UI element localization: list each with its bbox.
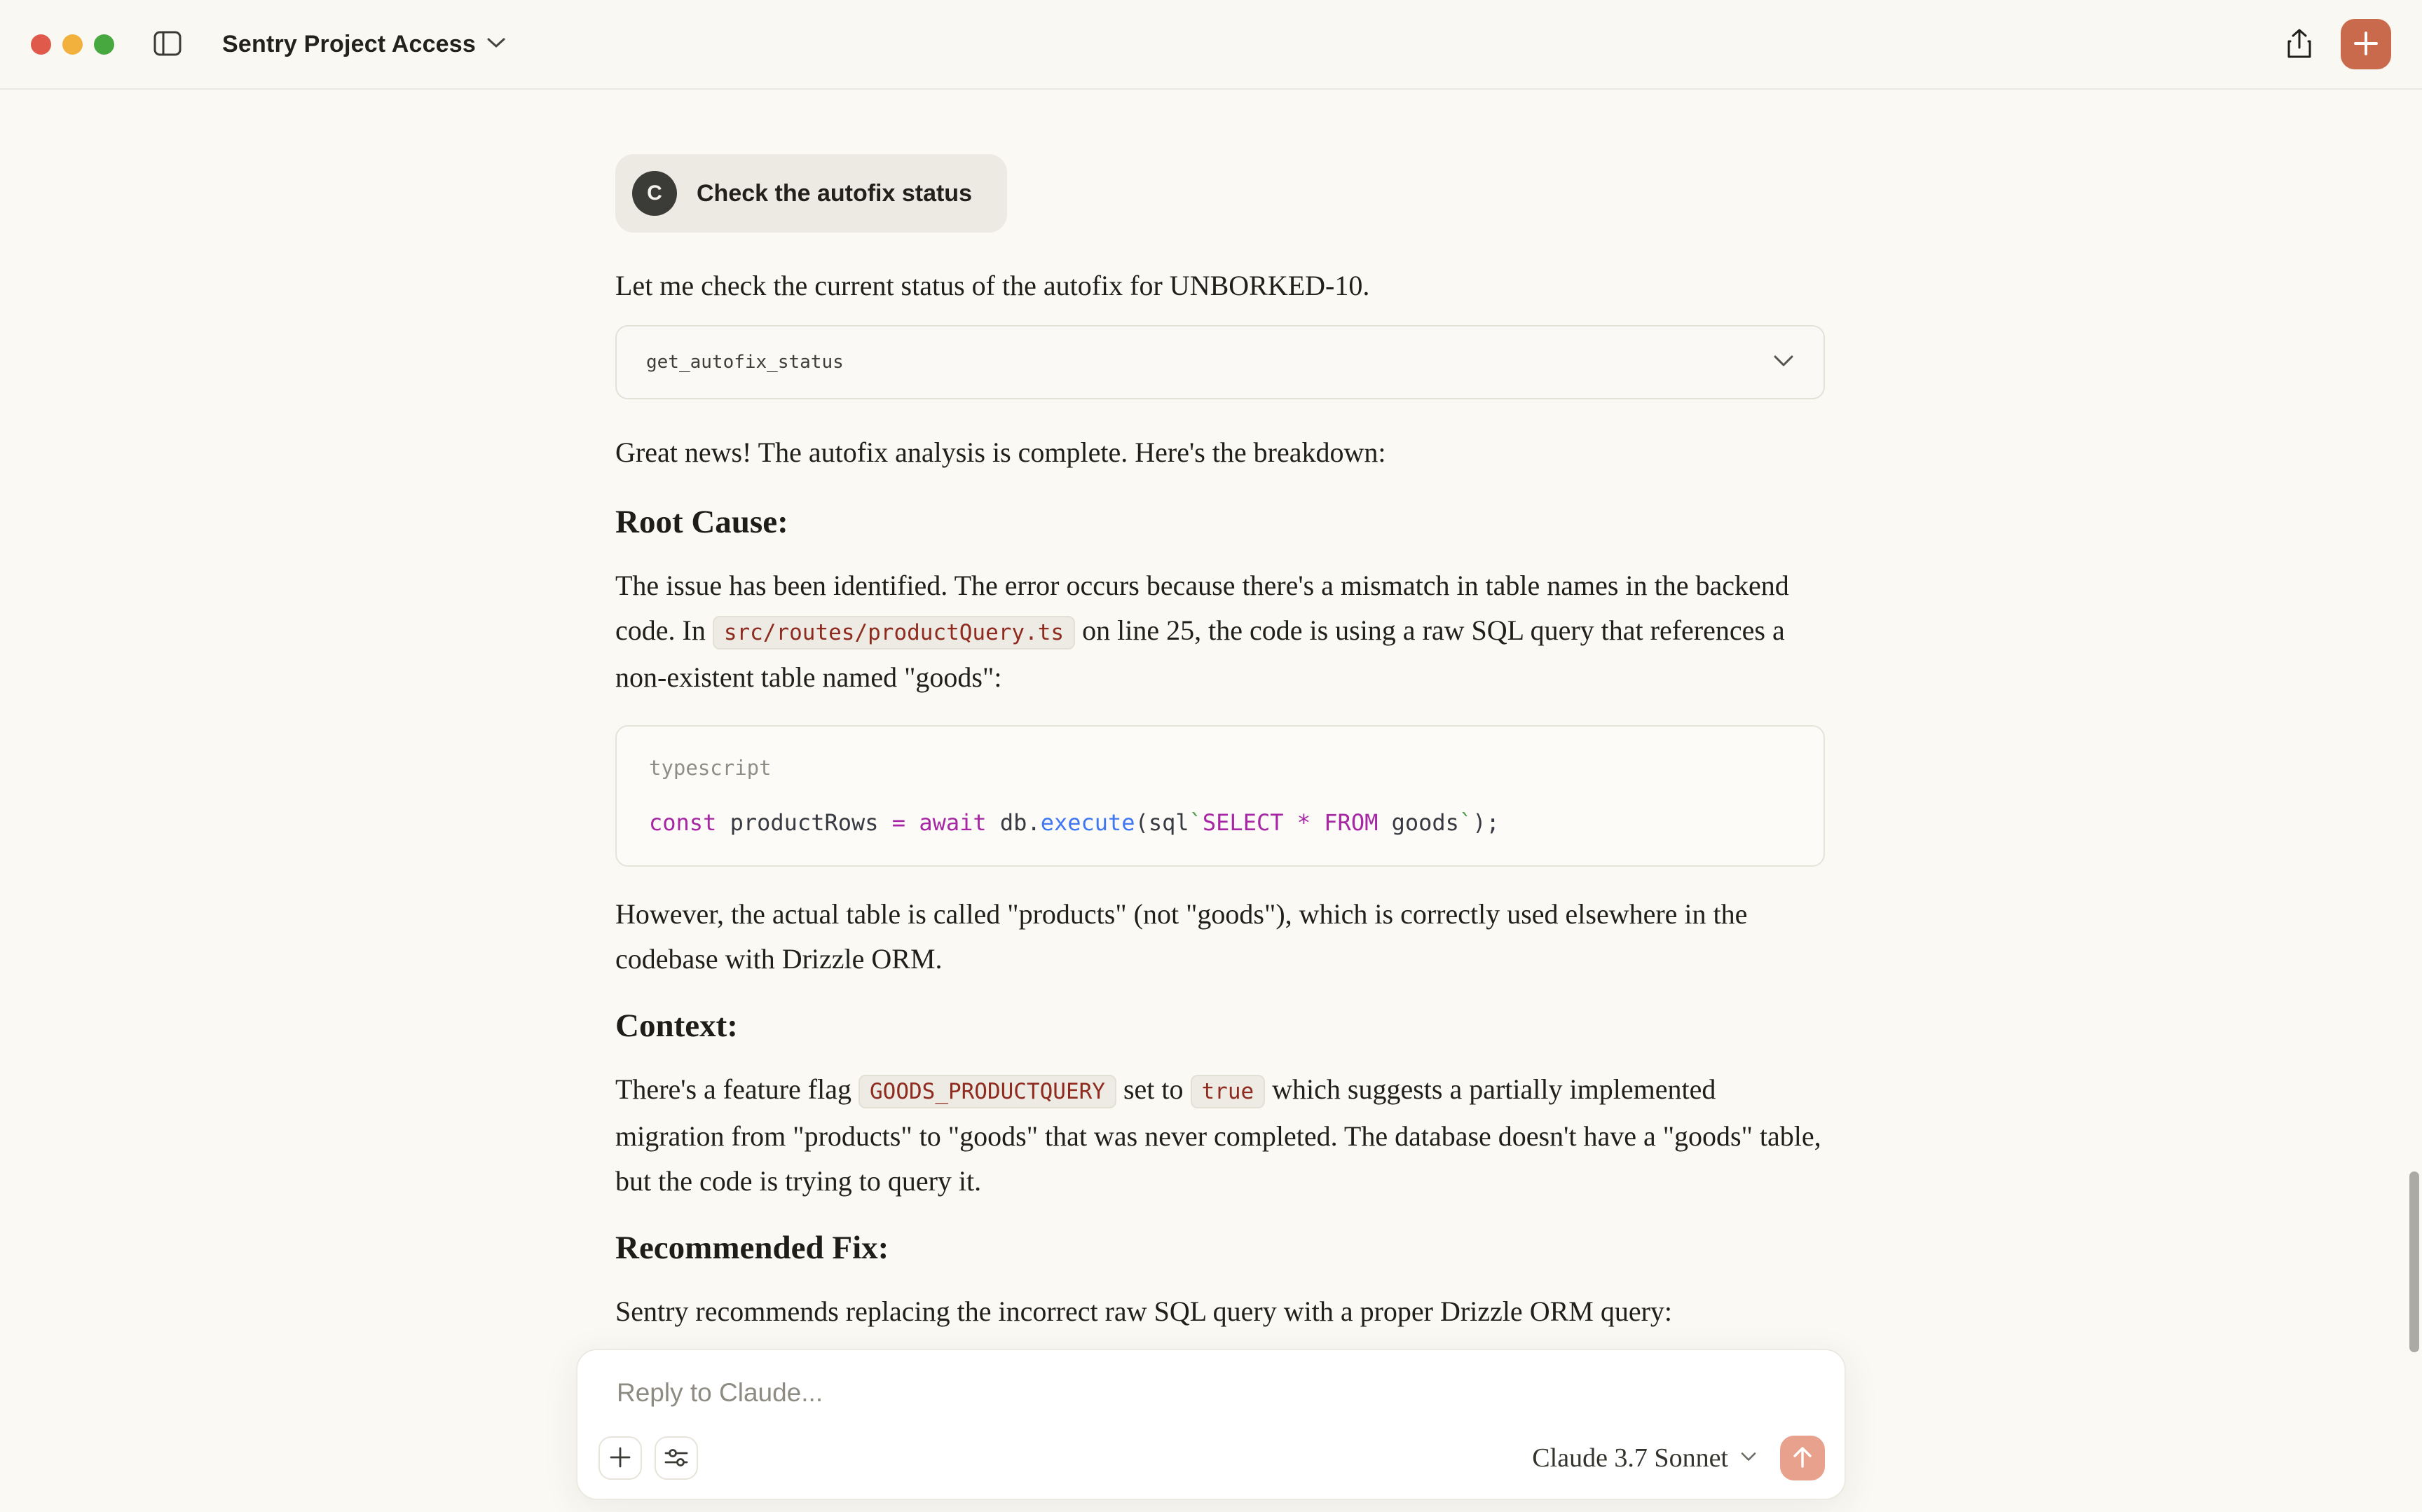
scrollbar-thumb[interactable]	[2409, 1171, 2419, 1352]
root-cause-heading: Root Cause:	[615, 504, 788, 540]
recommended-fix-heading: Recommended Fix:	[615, 1230, 889, 1266]
sliders-icon	[664, 1446, 688, 1471]
new-chat-button[interactable]	[2341, 19, 2391, 69]
conversation-title: Sentry Project Access	[222, 30, 477, 57]
chat-scroll-area	[615, 90, 1825, 1512]
plus-icon	[2353, 31, 2379, 58]
attach-button[interactable]	[598, 1436, 642, 1480]
sidebar-toggle-button[interactable]	[153, 31, 182, 58]
code-block	[615, 725, 1825, 867]
reply-input[interactable]	[617, 1378, 1808, 1420]
tool-call-name: get_autofix_status	[646, 352, 844, 373]
window-controls	[31, 34, 114, 55]
send-button[interactable]	[1780, 1436, 1825, 1480]
inline-code-pill: GOODS_PRODUCTQUERY	[858, 1075, 1116, 1108]
chevron-down-icon	[1741, 1452, 1756, 1465]
assistant-intro-text: Let me check the current status of the autofix for UNBORKED-10.	[615, 270, 1370, 301]
recommended-fix-paragraph: Sentry recommends replacing the incorrect raw SQL query with a proper Drizzle ORM query:	[615, 1295, 1673, 1327]
tools-button[interactable]	[655, 1436, 698, 1480]
share-button[interactable]	[2286, 28, 2313, 61]
user-message-text: Check the autofix status	[697, 179, 972, 207]
user-message-bubble	[615, 154, 1007, 233]
share-icon	[2286, 28, 2313, 61]
context-paragraph: There's a feature flag GOODS_PRODUCTQUERY set to true which suggests a partially implemented migration from "products" to "goods" that was never completed. The database doesn't have a "goods" table, but the code is trying to query it.	[615, 1073, 1821, 1197]
model-name: Claude 3.7 Sonnet	[1532, 1443, 1728, 1473]
model-selector[interactable]	[1532, 1443, 1756, 1473]
tool-call-row[interactable]	[615, 325, 1825, 399]
sidebar-panel-icon	[153, 31, 182, 58]
user-avatar: C	[632, 171, 677, 216]
chevron-down-icon	[1773, 355, 1794, 371]
titlebar	[0, 0, 2422, 90]
assistant-status-text: Great news! The autofix analysis is complete. Here's the breakdown:	[615, 437, 1386, 468]
code-line: const productRows = await db.execute(sql`SELECT * FROM goods`);	[649, 809, 1500, 836]
however-paragraph: However, the actual table is called "products" (not "goods"), which is correctly used elsewhere in the codebase with Drizzle ORM.	[615, 898, 1748, 975]
user-message-row	[615, 154, 1825, 233]
context-heading: Context:	[615, 1008, 738, 1044]
reply-composer	[576, 1349, 1846, 1500]
conversation-title-menu[interactable]	[222, 31, 505, 58]
code-language-label: typescript	[649, 756, 772, 780]
zoom-button[interactable]	[94, 34, 114, 55]
close-button[interactable]	[31, 34, 51, 55]
minimize-button[interactable]	[62, 34, 83, 55]
plus-icon	[609, 1446, 631, 1471]
chevron-down-icon	[487, 37, 505, 52]
arrow-up-icon	[1791, 1445, 1814, 1471]
root-cause-paragraph: The issue has been identified. The error occurs because there's a mismatch in table names in the backend code. In src/routes/productQuery.ts on line 25, the code is using a raw SQL query that references a non-existent table named "goods":	[615, 570, 1789, 693]
inline-code-pill: true	[1191, 1075, 1266, 1108]
inline-code-pill: src/routes/productQuery.ts	[713, 616, 1075, 650]
